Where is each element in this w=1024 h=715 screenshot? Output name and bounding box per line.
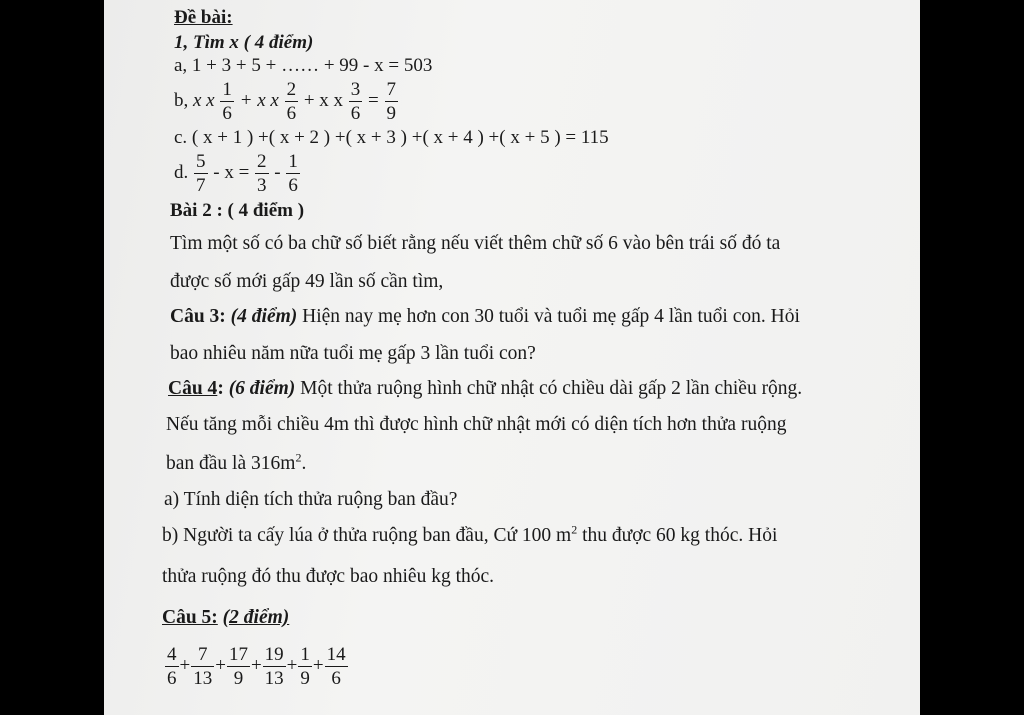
fraction: $\frac{1}{9}$ <box>300 644 310 689</box>
problem-1b-equals: = <box>368 89 379 111</box>
fraction: $\frac{1}{6}$ <box>288 151 298 196</box>
problem-1b-term1: x x <box>193 89 215 111</box>
bai2-line2: được số mới gấp 49 lần số cần tìm, <box>170 271 444 292</box>
fraction: $\frac{4}{6}$ <box>167 644 177 689</box>
cau4-label: Câu 4 <box>168 378 218 399</box>
fraction: $\frac{3}{6}$ <box>350 79 361 124</box>
fraction: $\frac{7}{9}$ <box>386 79 396 124</box>
cau4-question-a: a) Tính diện tích thửa ruộng ban đầu? <box>164 489 458 510</box>
cau4-line1: Câu 4: (6 điểm) Một thửa ruộng hình chữ nhật có chiều dài gấp 2 lần chiều rộng. <box>168 378 803 399</box>
fraction: $\frac{19}{13}$ <box>264 644 284 689</box>
cau3-line2: bao nhiêu năm nữa tuổi mẹ gấp 3 lần tuổi con? <box>170 343 536 364</box>
cau3-line1: Câu 3: (4 điểm) Hiện nay mẹ hơn con 30 tuổi và tuổi mẹ gấp 4 lần tuổi con. Hỏi <box>170 306 800 327</box>
problem-1d-term1: - x = <box>213 161 250 183</box>
fraction: $\frac{5}{7}$ <box>196 151 206 196</box>
problem-1a: a, 1 + 3 + 5 + …… + 99 - x = 503 <box>174 55 433 76</box>
fraction: $\frac{17}{9}$ <box>228 644 248 689</box>
fraction: $\frac{7}{13}$ <box>193 644 213 689</box>
cau5-expression: $\frac{4}{6}$ + $\frac{7}{13}$ + $\frac{17}{9}$ + $\frac{19}{13}$ + $\frac{1}{9}$ + $\frac{14}{6}$ <box>167 644 346 689</box>
exam-paper <box>104 0 920 715</box>
problem-1d-label: d. <box>174 161 189 183</box>
section1-title: 1, Tìm x ( 4 điểm) <box>174 32 314 53</box>
fraction: $\frac{1}{6}$ <box>222 79 232 124</box>
fraction: $\frac{2}{6}$ <box>286 79 297 124</box>
fraction: $\frac{2}{3}$ <box>257 151 267 196</box>
cau3-points: (4 điểm) <box>230 306 298 327</box>
cau5-title <box>162 606 289 630</box>
cau4-line3: ban đầu là $316m^2$. <box>166 450 307 474</box>
cau4-points: (6 điểm) <box>228 378 296 399</box>
problem-1b-label: b, <box>174 89 189 111</box>
fraction: $\frac{14}{6}$ <box>326 644 346 689</box>
problem-1c: c. ( x + 1 ) +( x + 2 ) +( x + 3 ) +( x + 4 ) +( x + 5 ) = 115 <box>174 127 609 148</box>
cau4-question-b-line2: thửa ruộng đó thu được bao nhiêu kg thóc. <box>162 566 495 587</box>
problem-1d-term2: - <box>274 161 281 183</box>
cau5-label: Câu 5: <box>162 607 218 628</box>
problem-1b-term3: + x x <box>303 89 344 111</box>
problem-1b-term2: + x x <box>239 89 279 111</box>
problem-1b <box>174 80 399 123</box>
cau4-question-b-line1: b) Người ta cấy lúa ở thửa ruộng ban đầu, Cứ 100 $m^2$ thu được 60 kg thóc. Hỏi <box>162 522 778 546</box>
page-title: Đề bài: <box>174 7 233 28</box>
cau4-line2: Nếu tăng mỗi chiều 4m thì được hình chữ nhật mới có diện tích hơn thửa ruộng <box>166 414 787 435</box>
problem-1d <box>174 152 301 195</box>
bai2-title: Bài 2 : ( 4 điểm ) <box>170 200 305 221</box>
bai2-line1: Tìm một số có ba chữ số biết rằng nếu viết thêm chữ số 6 vào bên trái số đó ta <box>170 233 781 254</box>
cau3-label: Câu 3: <box>170 306 226 327</box>
cau5-points: (2 điểm) <box>222 607 290 628</box>
